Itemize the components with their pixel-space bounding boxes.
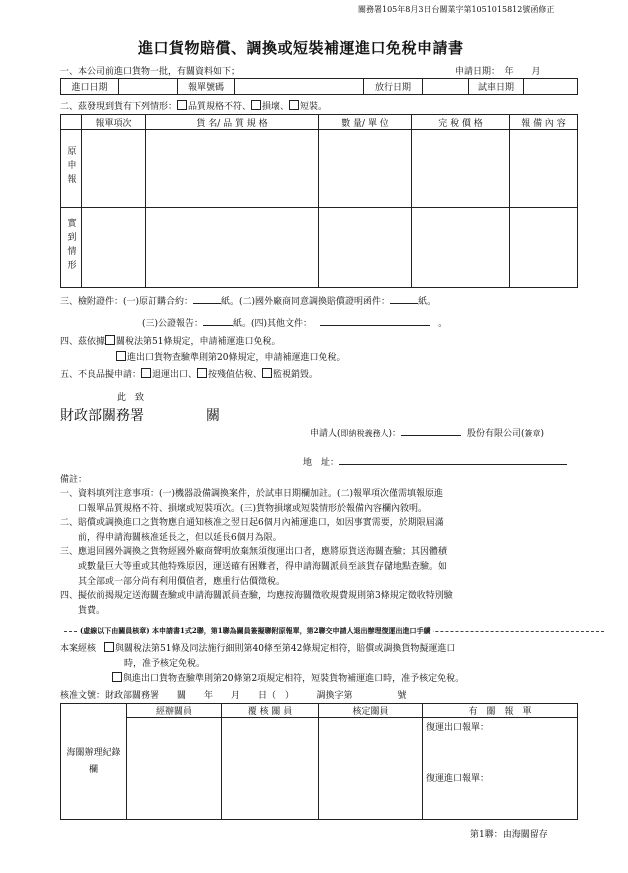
row-label-actual: 實到情形	[65, 218, 76, 274]
text: 五、不良品擬申請：	[60, 370, 142, 380]
approval-line2	[112, 671, 464, 684]
checkbox-inspection-rule[interactable]	[116, 351, 126, 361]
revision-note: 關務署105年8月3日台關業字第1051015812號函修正	[358, 5, 555, 14]
text: 即納稅義務人	[340, 429, 389, 438]
cell[interactable]	[82, 130, 146, 208]
text: 進出口貨物查驗準則第20條規定，申請補運進口免稅。	[127, 353, 346, 363]
import-date-field[interactable]	[119, 79, 178, 95]
text: 地 址：	[303, 458, 340, 468]
address-field[interactable]	[339, 455, 567, 465]
section4-line2	[116, 350, 345, 363]
cell-label: 放行日期	[364, 79, 423, 95]
notes-block	[60, 487, 453, 618]
cell[interactable]	[146, 130, 319, 208]
apply-date: 申請日期： 年 月	[455, 67, 541, 77]
note-line: 一、資料填列注意事項：(一)機器設備調換案件，於試車日期欄加註。(二)報單項次僅需填報原進	[60, 489, 444, 499]
text: 按殘值估稅、	[208, 370, 263, 380]
note-line: 或數量巨大等重或其他特殊原因，運送確有困難者，得申請海關派員至該貨存儲地點查驗。如	[60, 561, 448, 572]
col-header: 數 量/ 單 位	[319, 115, 412, 130]
cell[interactable]	[146, 208, 319, 288]
text: 關稅法第51條規定，申請補運進口免稅。	[116, 337, 281, 347]
goods-table	[60, 114, 578, 288]
note-line: 其全部或一部分尚有利用價值者，應重行估價徵稅。	[60, 576, 286, 587]
option-label: 損壞、	[262, 102, 290, 112]
option-label: 品質規格不符、	[188, 102, 252, 112]
cell[interactable]	[319, 130, 412, 208]
text: 監視銷毀。	[273, 370, 319, 380]
text: 紙。	[418, 297, 437, 307]
cell-label: 進口日期	[61, 79, 119, 95]
ci-zhi: 此 致	[117, 393, 145, 403]
checkbox-destroy[interactable]	[262, 368, 272, 378]
note-line: 前，得申請海關核准延長之，但以延長6個月為限。	[60, 532, 282, 543]
cell[interactable]	[319, 208, 412, 288]
cell[interactable]	[510, 208, 578, 288]
section5-line	[60, 367, 318, 380]
basic-info-table	[60, 78, 578, 95]
col-header: 報 備 內 容	[510, 115, 578, 130]
declaration-no-field[interactable]	[235, 79, 364, 95]
customs-record-table	[60, 703, 578, 820]
cell[interactable]	[412, 130, 510, 208]
approver-sign-cell[interactable]	[319, 718, 423, 820]
test-date-field[interactable]	[524, 79, 578, 95]
col-header: 經辦關員	[127, 704, 222, 718]
cell[interactable]	[412, 208, 510, 288]
section2-line	[60, 99, 327, 112]
address-line	[303, 455, 567, 468]
text: )：	[388, 429, 402, 439]
recipient-customs: 關	[206, 408, 220, 424]
text: 四、茲依據	[60, 337, 106, 347]
col-header: 完 稅 價 格	[412, 115, 510, 130]
cell-label: 報單號碼	[178, 79, 235, 95]
record-side-label: 海關辦理紀錄欄	[66, 747, 121, 775]
reimport-label: 復運進口報單：	[426, 774, 490, 784]
text: 股份有限公司(	[467, 429, 525, 439]
applicant-line	[310, 426, 544, 439]
record-side-cell	[61, 704, 127, 820]
cell[interactable]	[510, 130, 578, 208]
col-header: 報單項次	[82, 115, 146, 130]
recipient-agency: 財政部關務署	[60, 408, 144, 424]
related-declarations-cell[interactable]	[423, 718, 578, 820]
col-header: 貨 名/ 品 質 規 格	[146, 115, 319, 130]
checkbox-quality[interactable]	[177, 100, 187, 110]
text: 申請人(	[310, 429, 341, 439]
copy-footer: 第1聯：由海關留存	[470, 830, 548, 840]
text: 簽章	[524, 429, 541, 438]
checkbox-reexport[interactable]	[141, 368, 151, 378]
checkbox-residual[interactable]	[197, 368, 207, 378]
checkbox-approve-inspection[interactable]	[112, 672, 122, 682]
text: 紙。(二)國外廠商同意調換賠償證明函件：	[221, 297, 391, 307]
separator-note: (虛線以下由關員核章) 本申請書1式2聯，第1聯為關員簽擬聯附原報單，第2聯交申請人退出辦理復運出進口手續	[80, 626, 431, 635]
other-docs-field[interactable]	[320, 316, 430, 326]
text: )	[540, 429, 545, 439]
checkbox-short[interactable]	[289, 100, 299, 110]
reexport-label: 復運出口報單：	[426, 723, 490, 733]
note-line: 四、擬依前揭規定送海關查驗或申請海關派員查驗，均應按海關徵收規費規則第3條規定徵收特別驗	[60, 591, 453, 602]
release-date-field[interactable]	[423, 79, 469, 95]
section1-intro: 一、本公司前進口貨物一批，有關資料如下；	[60, 67, 241, 77]
section3-line1	[60, 294, 436, 307]
text: 與進出口貨物查驗準則第20條第2項規定相符，短裝貨物補運進口時，准予核定免稅。	[123, 674, 465, 684]
note-line: 二、賠償或調換進口之貨物應自通知核准之翌日起6個月內補運進口，如因事實需要，於期限屆滿	[60, 518, 444, 529]
approval-doc-number: 核准文號：財政部關務署 關 年 月 日（ ） 調換字第 號	[60, 691, 407, 701]
option-label: 短裝。	[300, 102, 328, 112]
col-header: 覆 核 關 員	[222, 704, 319, 718]
text: 與關稅法第51條及同法施行細則第40條至第42條規定相符，賠償或調換貨物擬運進口	[115, 644, 456, 654]
section4-line1	[60, 334, 280, 347]
notes-title: 備註：	[60, 475, 88, 485]
approval-line1b: 時，准予核定免稅。	[124, 659, 206, 669]
cell[interactable]	[82, 208, 146, 288]
section2-label: 二、茲發現到貨有下列情形：	[60, 102, 178, 112]
section3-line2	[142, 316, 447, 329]
clerk-sign-cell[interactable]	[127, 718, 222, 820]
text: (三)公證報告：	[142, 319, 204, 329]
checkbox-approve-act[interactable]	[104, 642, 114, 652]
text: 。	[438, 319, 448, 329]
contract-count-field[interactable]	[193, 294, 221, 304]
note-line: 貨費。	[60, 605, 106, 616]
note-line: 口報單品質規格不符、損壞或短裝項次。(三)貨物損壞或短裝情形於報備內容欄內敘明。	[60, 503, 428, 514]
approval-line1	[60, 641, 455, 654]
cell-label: 試車日期	[469, 79, 524, 95]
note-line: 三、應退回國外調換之貨物經國外廠商聲明放棄無須復運出口者，應將原貨送海關查驗；其因體積	[60, 547, 448, 558]
text: 三、檢附證件：(一)原訂購合約：	[60, 297, 194, 307]
text: 退運出口、	[152, 370, 198, 380]
col-header: 核定關員	[319, 704, 423, 718]
col-header: 有 關 報 單	[423, 704, 578, 718]
reviewer-sign-cell[interactable]	[222, 718, 319, 820]
text: 紙。(四)其他文件：	[233, 319, 313, 329]
letter-count-field[interactable]	[390, 294, 418, 304]
form-title: 進口貨物賠償、調換或短裝補運進口免稅申請書	[138, 39, 464, 57]
checkbox-damage[interactable]	[251, 100, 261, 110]
row-label-declared: 原申報	[65, 146, 76, 188]
checkbox-customs-act[interactable]	[105, 335, 115, 345]
survey-count-field[interactable]	[203, 316, 233, 326]
text: 本案經核	[60, 644, 97, 654]
applicant-field[interactable]	[401, 426, 461, 436]
